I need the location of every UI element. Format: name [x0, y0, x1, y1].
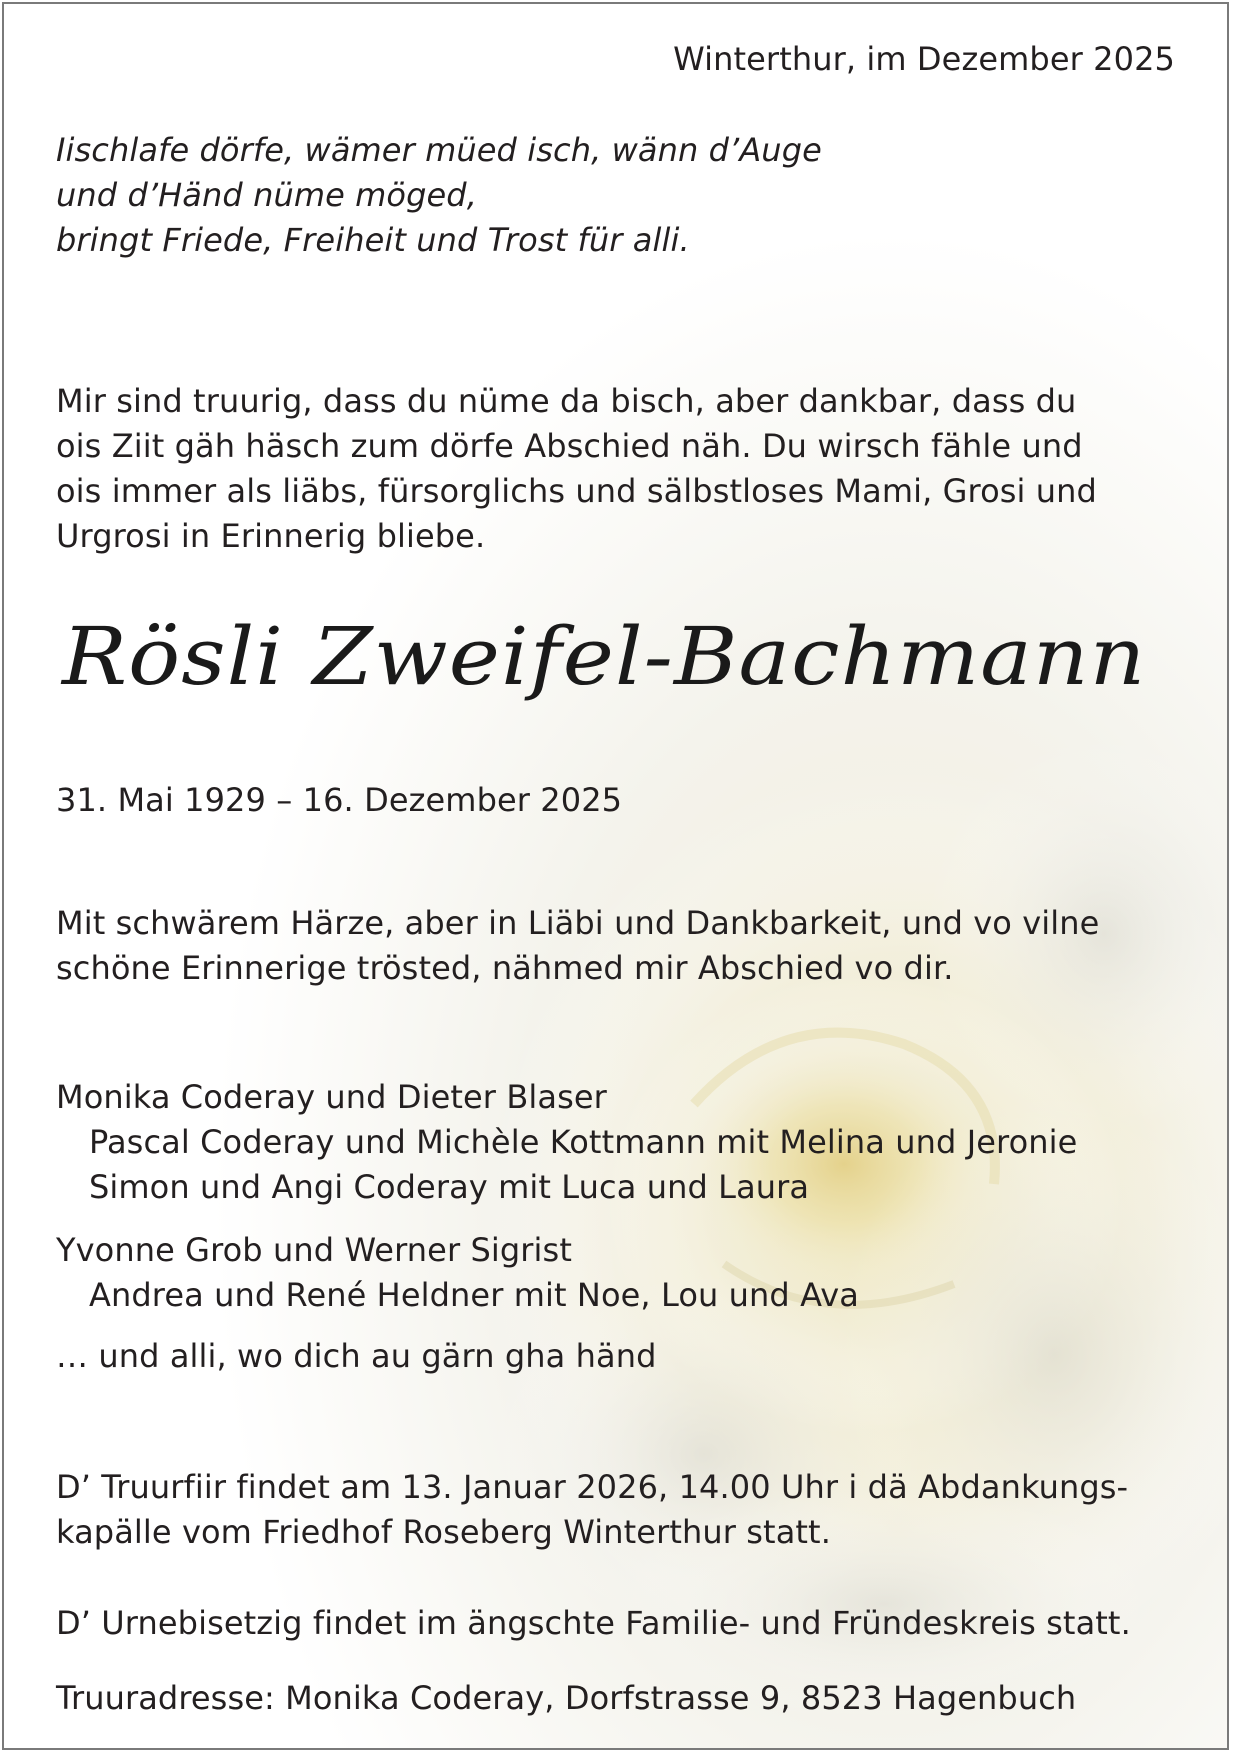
family-group1-member-2: Simon und Angi Coderay mit Luca und Laura [89, 1168, 810, 1206]
ceremony-line-2: kapälle vom Friedhof Roseberg Winterthur statt. [56, 1513, 831, 1551]
intro-line-1: Mir sind truurig, dass du nüme da bisch, aber dankbar, dass du [56, 382, 1077, 420]
intro-line-3: ois immer als liäbs, fürsorglichs und sälbstloses Mami, Grosi und [56, 472, 1097, 510]
obituary-notice [2, 2, 1229, 1750]
ceremony-line-1: D’ Truurfiir findet am 13. Januar 2026, 14.00 Uhr i dä Abdankungs- [56, 1468, 1129, 1506]
intro-line-2: ois Ziit gäh häsch zum dörfe Abschied näh. Du wirsch fähle und [56, 427, 1083, 465]
place-and-date: Winterthur, im Dezember 2025 [673, 40, 1175, 78]
urn-burial-info: D’ Urnebisetzig findet im ängschte Familie- und Fründeskreis statt. [56, 1604, 1131, 1642]
poem-line-1: Iischlafe dörfe, wämer müed isch, wänn d’Auge [56, 131, 822, 169]
family-group2-member-1: Andrea und René Heldner mit Noe, Lou und Ava [89, 1276, 859, 1314]
deceased-name: Rösli Zweifel-Bachmann [62, 610, 1147, 703]
mourning-address: Truuradresse: Monika Coderay, Dorfstrasse 9, 8523 Hagenbuch [56, 1679, 1077, 1717]
intro-line-4: Urgrosi in Erinnerig bliebe. [56, 517, 486, 555]
family-group2-head: Yvonne Grob und Werner Sigrist [56, 1231, 572, 1269]
family-group1-member-1: Pascal Coderay und Michèle Kottmann mit Melina und Jeronie [89, 1123, 1078, 1161]
life-dates: 31. Mai 1929 – 16. Dezember 2025 [56, 781, 623, 819]
family-group1-head: Monika Coderay und Dieter Blaser [56, 1078, 607, 1116]
farewell-line-2: schöne Erinnerige trösted, nähmed mir Abschied vo dir. [56, 949, 954, 987]
farewell-line-1: Mit schwärem Härze, aber in Liäbi und Dankbarkeit, und vo vilne [56, 904, 1100, 942]
family-others: … und alli, wo dich au gärn gha händ [56, 1337, 657, 1375]
poem-line-3: bringt Friede, Freiheit und Trost für alli. [56, 221, 690, 259]
poem-line-2: und d’Händ nüme möged, [56, 176, 477, 214]
